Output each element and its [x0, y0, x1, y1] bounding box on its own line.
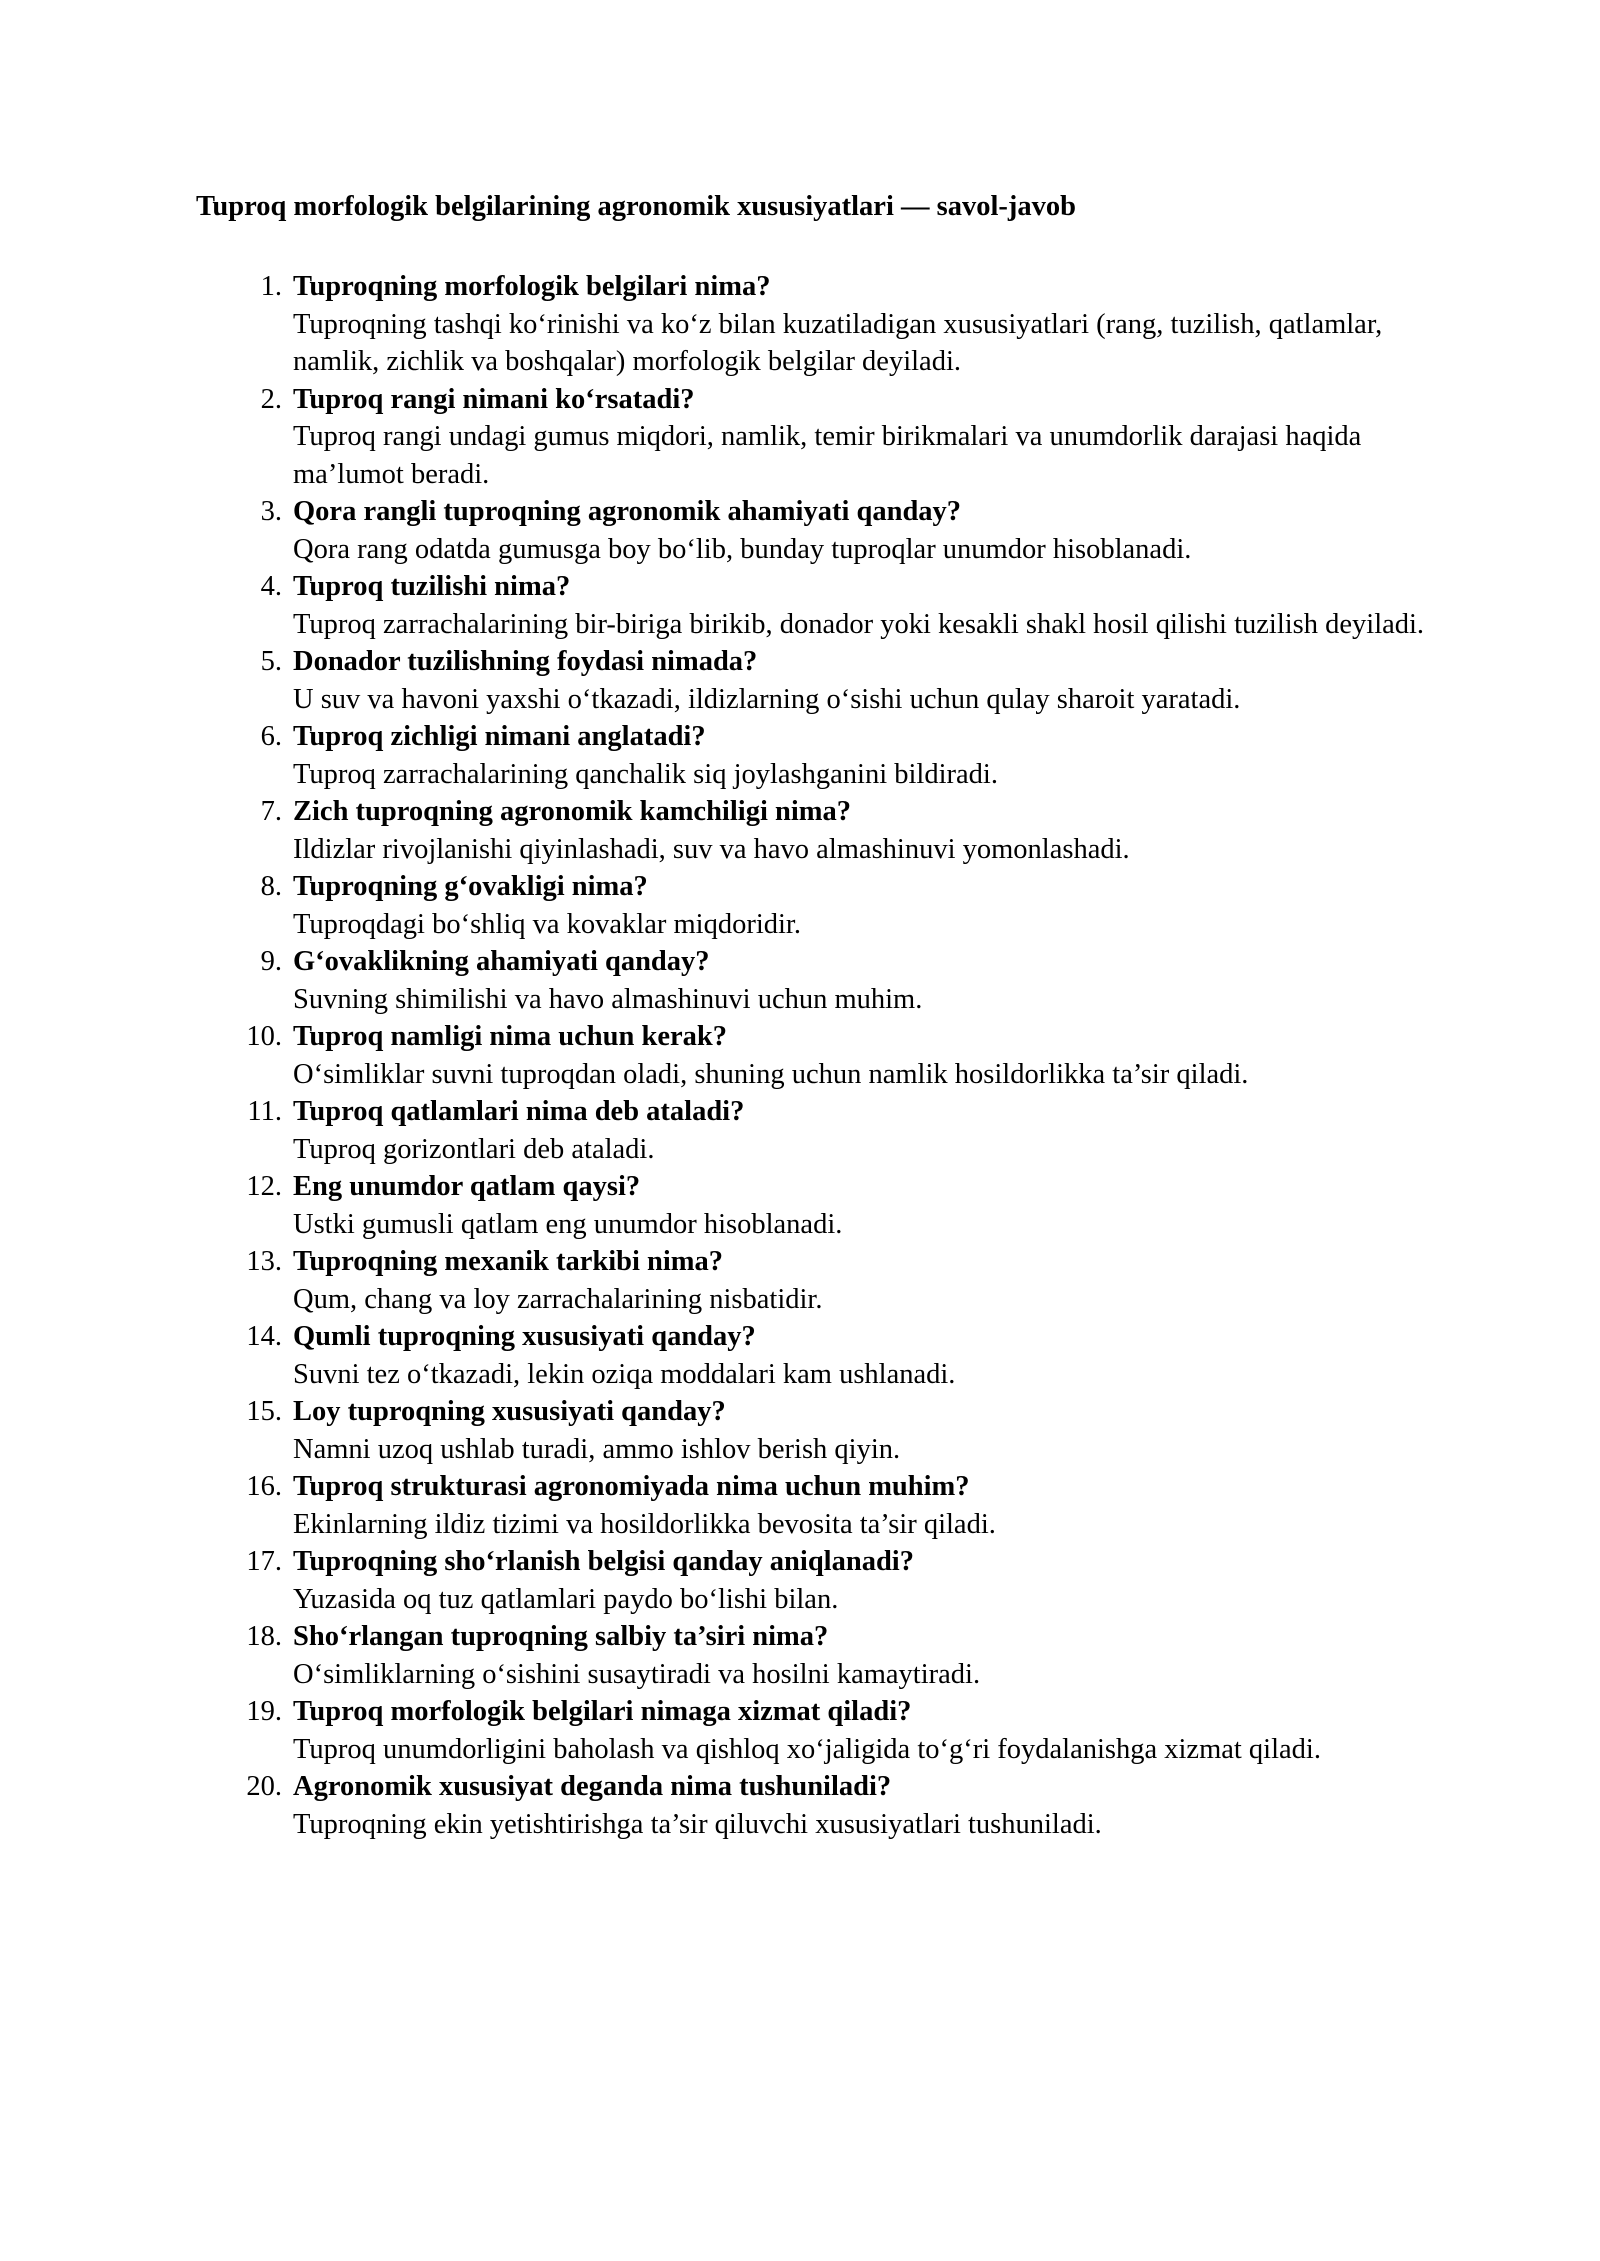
- answer-text: Tuproq rangi undagi gumus miqdori, namlik, temir birikmalari va unumdorlik darajasi haqida ma’lumot beradi.: [293, 421, 1362, 490]
- qa-item: [196, 868, 1426, 943]
- qa-item: [196, 1768, 1426, 1843]
- answer-text: U suv va havoni yaxshi o‘tkazadi, ildizlarning o‘sishi uchun qulay sharoit yaratadi.: [293, 683, 1241, 715]
- qa-item: [196, 1168, 1426, 1243]
- question-text: Sho‘rlangan tuproqning salbiy ta’siri nima?: [293, 1621, 829, 1652]
- qa-item: [196, 943, 1426, 1018]
- question-number: 6.: [260, 721, 282, 752]
- answer-text: Yuzasida oq tuz qatlamlari paydo bo‘lishi bilan.: [293, 1583, 839, 1615]
- question-text: Qora rangli tuproqning agronomik ahamiyati qanday?: [293, 496, 962, 527]
- qa-item: [196, 268, 1426, 381]
- answer-text: Suvning shimilishi va havo almashinuvi uchun muhim.: [293, 983, 923, 1015]
- question-text: G‘ovaklikning ahamiyati qanday?: [293, 946, 710, 977]
- answer-text: Tuproqning tashqi ko‘rinishi va ko‘z bilan kuzatiladigan xususiyatlari (rang, tuzilish, qatlamlar, namlik, zichlik va boshqalar) morfologik belgilar deyiladi.: [293, 308, 1383, 377]
- qa-item: [196, 1468, 1426, 1543]
- answer-text: Tuproq gorizontlari deb ataladi.: [293, 1133, 655, 1165]
- question-text: Tuproqning sho‘rlanish belgisi qanday aniqlanadi?: [293, 1546, 914, 1577]
- question-number: 7.: [260, 796, 282, 827]
- question-text: Tuproqning g‘ovakligi nima?: [293, 871, 648, 902]
- question-number: 13.: [246, 1246, 282, 1277]
- question-number: 15.: [246, 1396, 282, 1427]
- answer-text: Tuproq zarrachalarining qanchalik siq joylashganini bildiradi.: [293, 758, 998, 790]
- question-number: 16.: [246, 1471, 282, 1502]
- qa-item: [196, 1393, 1426, 1468]
- answer-text: Ildizlar rivojlanishi qiyinlashadi, suv va havo almashinuvi yomonlashadi.: [293, 833, 1130, 865]
- question-text: Tuproq rangi nimani ko‘rsatadi?: [293, 383, 695, 415]
- answer-text: Qora rang odatda gumusga boy bo‘lib, bunday tuproqlar unumdor hisoblanadi.: [293, 533, 1192, 565]
- question-text: Tuproq strukturasi agronomiyada nima uchun muhim?: [293, 1471, 970, 1502]
- question-number: 4.: [260, 571, 282, 602]
- question-text: Tuproqning morfologik belgilari nima?: [293, 271, 771, 302]
- question-number: 5.: [260, 646, 282, 677]
- question-text: Eng unumdor qatlam qaysi?: [293, 1171, 641, 1202]
- qa-item: [196, 643, 1426, 718]
- qa-item: [196, 1543, 1426, 1618]
- question-number: 11.: [247, 1096, 282, 1127]
- question-number: 8.: [260, 871, 282, 902]
- answer-text: O‘simliklar suvni tuproqdan oladi, shuning uchun namlik hosildorlikka ta’sir qiladi.: [293, 1058, 1249, 1090]
- answer-text: Suvni tez o‘tkazadi, lekin oziqa moddalari kam ushlanadi.: [293, 1358, 956, 1390]
- question-text: Tuproq namligi nima uchun kerak?: [293, 1021, 727, 1052]
- document-page: [196, 188, 1426, 1843]
- answer-text: Tuproqdagi bo‘shliq va kovaklar miqdoridir.: [293, 908, 801, 940]
- qa-item: [196, 1618, 1426, 1693]
- question-text: Loy tuproqning xususiyati qanday?: [293, 1396, 726, 1427]
- qa-item: [196, 568, 1426, 643]
- qa-item: [196, 1693, 1426, 1768]
- answer-text: Tuproq unumdorligini baholash va qishloq xo‘jaligida to‘g‘ri foydalanishga xizmat qiladi.: [293, 1733, 1321, 1765]
- question-number: 14.: [246, 1321, 282, 1352]
- question-text: Tuproq zichligi nimani anglatadi?: [293, 721, 706, 752]
- question-number: 18.: [246, 1621, 282, 1652]
- qa-item: [196, 1018, 1426, 1093]
- question-number: 10.: [246, 1021, 282, 1052]
- question-number: 1.: [260, 271, 282, 302]
- answer-text: O‘simliklarning o‘sishini susaytiradi va hosilni kamaytiradi.: [293, 1658, 981, 1690]
- qa-item: [196, 793, 1426, 868]
- question-text: Tuproq tuzilishi nima?: [293, 571, 571, 602]
- qa-list: [196, 268, 1426, 1843]
- qa-item: [196, 493, 1426, 568]
- question-number: 3.: [260, 496, 282, 527]
- qa-item: [196, 1243, 1426, 1318]
- answer-text: Tuproqning ekin yetishtirishga ta’sir qiluvchi xususiyatlari tushuniladi.: [293, 1808, 1102, 1840]
- qa-item: [196, 381, 1426, 494]
- answer-text: Ustki gumusli qatlam eng unumdor hisoblanadi.: [293, 1208, 843, 1240]
- qa-item: [196, 1318, 1426, 1393]
- question-text: Tuproq morfologik belgilari nimaga xizmat qiladi?: [293, 1696, 912, 1727]
- answer-text: Tuproq zarrachalarining bir-biriga birikib, donador yoki kesakli shakl hosil qilishi tuzilish deyiladi.: [293, 608, 1425, 640]
- answer-text: Qum, chang va loy zarrachalarining nisbatidir.: [293, 1283, 823, 1315]
- question-number: 12.: [246, 1171, 282, 1202]
- question-text: Agronomik xususiyat deganda nima tushuniladi?: [293, 1771, 892, 1802]
- question-text: Qumli tuproqning xususiyati qanday?: [293, 1321, 756, 1352]
- answer-text: Ekinlarning ildiz tizimi va hosildorlikka bevosita ta’sir qiladi.: [293, 1508, 996, 1540]
- qa-item: [196, 718, 1426, 793]
- question-text: Tuproqning mexanik tarkibi nima?: [293, 1246, 724, 1277]
- question-text: Donador tuzilishning foydasi nimada?: [293, 646, 758, 677]
- question-text: Tuproq qatlamlari nima deb ataladi?: [293, 1096, 745, 1127]
- question-number: 9.: [260, 946, 282, 977]
- document-title: Tuproq morfologik belgilarining agronomik xususiyatlari — savol-javob: [196, 191, 1076, 222]
- question-number: 19.: [246, 1696, 282, 1727]
- question-number: 2.: [260, 383, 282, 415]
- answer-text: Namni uzoq ushlab turadi, ammo ishlov berish qiyin.: [293, 1433, 901, 1465]
- question-text: Zich tuproqning agronomik kamchiligi nima?: [293, 796, 851, 827]
- question-number: 17.: [246, 1546, 282, 1577]
- question-number: 20.: [246, 1771, 282, 1802]
- qa-item: [196, 1093, 1426, 1168]
